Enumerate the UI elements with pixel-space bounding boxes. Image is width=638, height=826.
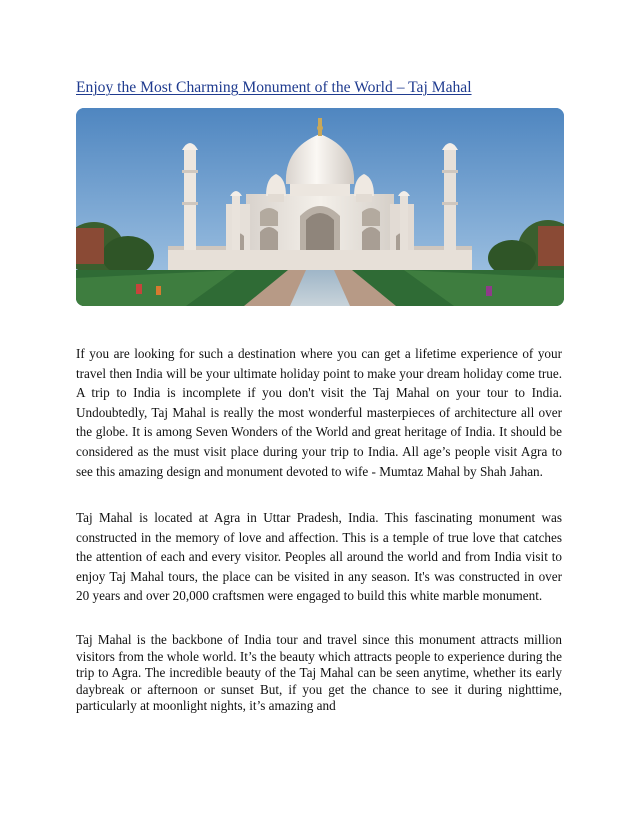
taj-mahal-photo (76, 108, 564, 306)
document-title-link[interactable]: Enjoy the Most Charming Monument of the World – Taj Mahal (76, 79, 472, 96)
plinth (168, 248, 472, 270)
paragraph-1: If you are looking for such a destination where you can get a lifetime experience of your travel then India will be your ultimate holiday point to make your dream holiday come true. A trip to India is incomplete if you don't visit the Taj Mahal on your tour to India. Undoubtedly, Taj Mahal is really the most wonderful masterpieces of architecture all over the globe. It is among Seven Wonders of the World and great heritage of India. It should be considered as the must visit place during your trip to India. All age’s people visit Agra to see this amazing design and monument devoted to wife - Mumtaz Mahal by Shah Jahan. (76, 346, 562, 479)
main-building (226, 194, 414, 250)
paragraph-2: Taj Mahal is located at Agra in Uttar Pradesh, India. This fascinating monument was constructed in the memory of love and affection. This is a temple of true love that catches the attention of each and every visitor. Peoples all around the world and from India visit to enjoy Taj Mahal tours, the place can be visited in any season. It's was constructed in over 20 years and over 20,000 craftsmen were engaged to build this white marble monument. (76, 510, 562, 604)
garden (76, 270, 564, 306)
taj-mahal-illustration (76, 108, 564, 306)
paragraph-3: Taj Mahal is the backbone of India tour and travel since this monument attracts million visitors from the whole world. It’s the beauty which attracts people to experience during the trip to Agra. The incredible beauty of the Taj Mahal can be seen anytime, whether its early daybreak or afternoon or sunset But, if you get the chance to see it during nighttime, particularly at moonlight nights, it’s amazing and (76, 632, 562, 713)
